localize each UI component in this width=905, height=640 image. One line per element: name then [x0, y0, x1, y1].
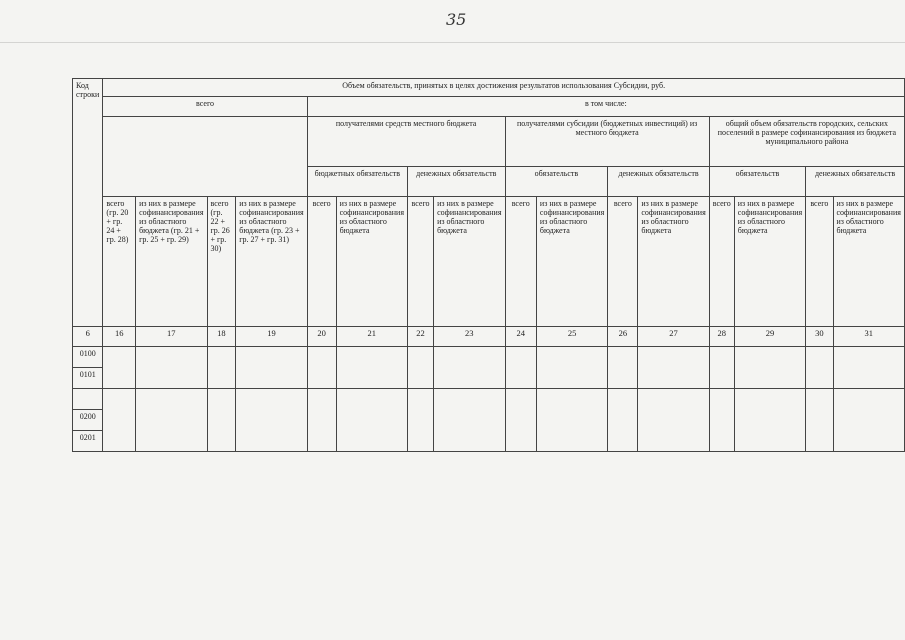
header-col-20: всего	[307, 197, 336, 327]
data-cell[interactable]	[536, 347, 607, 389]
column-number: 24	[505, 327, 536, 347]
table-row-spacer	[73, 389, 905, 410]
column-number: 20	[307, 327, 336, 347]
header-local-monetary: денежных обязательств	[408, 167, 506, 197]
data-cell[interactable]	[536, 389, 607, 452]
data-cell[interactable]	[608, 389, 638, 452]
column-number: 30	[806, 327, 833, 347]
column-number: 16	[103, 327, 136, 347]
header-col-22: всего	[408, 197, 434, 327]
column-number: 28	[709, 327, 734, 347]
header-col-26: всего	[608, 197, 638, 327]
header-group-local-budget: получателями средств местного бюджета	[307, 117, 505, 167]
obligations-table	[72, 78, 905, 452]
data-cell[interactable]	[638, 389, 709, 452]
header-main: Объем обязательств, принятых в целях достижения результатов использования Субсидии, руб.	[103, 79, 905, 97]
data-cell[interactable]	[207, 389, 236, 452]
header-col-27: из них в размере софинансирования из областного бюджета	[638, 197, 709, 327]
header-local-budget-obligations: бюджетных обязательств	[307, 167, 407, 197]
data-cell[interactable]	[709, 347, 734, 389]
data-cell[interactable]	[408, 347, 434, 389]
header-col-29: из них в размере софинансирования из областного бюджета	[734, 197, 805, 327]
header-col-28: всего	[709, 197, 734, 327]
header-col-18: всего (гр. 22 + гр. 26 + гр. 30)	[207, 197, 236, 327]
header-settlements-obligations: обязательств	[709, 167, 805, 197]
data-cell[interactable]	[103, 347, 136, 389]
column-number: 27	[638, 327, 709, 347]
column-number: 31	[833, 327, 905, 347]
header-group-subsidy: получателями субсидии (бюджетных инвестиций) из местного бюджета	[505, 117, 709, 167]
page-number: 35	[446, 10, 467, 29]
column-number: 29	[734, 327, 805, 347]
header-col-31: из них в размере софинансирования из областного бюджета	[833, 197, 905, 327]
header-total: всего	[103, 97, 307, 117]
column-number: 19	[236, 327, 307, 347]
data-cell[interactable]	[307, 389, 336, 452]
header-col-25: из них в размере софинансирования из областного бюджета	[536, 197, 607, 327]
data-cell[interactable]	[236, 389, 307, 452]
header-col-21: из них в размере софинансирования из областного бюджета	[336, 197, 407, 327]
data-cell[interactable]	[408, 389, 434, 452]
header-subsidy-monetary: денежных обязательств	[608, 167, 709, 197]
data-cell[interactable]	[833, 389, 905, 452]
column-number: 25	[536, 327, 607, 347]
column-number-row	[73, 327, 905, 347]
row-code-empty	[73, 389, 103, 410]
data-cell[interactable]	[806, 389, 833, 452]
data-cell[interactable]	[136, 347, 207, 389]
column-number: 21	[336, 327, 407, 347]
column-number: 23	[434, 327, 505, 347]
header-col-30: всего	[806, 197, 833, 327]
data-cell[interactable]	[336, 389, 407, 452]
header-including: в том числе:	[307, 97, 904, 117]
column-number: 18	[207, 327, 236, 347]
data-cell[interactable]	[734, 347, 805, 389]
data-cell[interactable]	[136, 389, 207, 452]
header-col-17: из них в размере софинансирования из областного бюджета (гр. 21 + гр. 25 + гр. 29)	[136, 197, 207, 327]
column-number: 6	[73, 327, 103, 347]
data-cell[interactable]	[336, 347, 407, 389]
data-cell[interactable]	[806, 347, 833, 389]
data-cell[interactable]	[833, 347, 905, 389]
column-number: 26	[608, 327, 638, 347]
column-number: 22	[408, 327, 434, 347]
page-divider	[0, 42, 905, 43]
data-cell[interactable]	[608, 347, 638, 389]
data-cell[interactable]	[434, 347, 505, 389]
column-number: 17	[136, 327, 207, 347]
header-settlements-monetary: денежных обязательств	[806, 167, 905, 197]
row-code: 0201	[73, 431, 103, 452]
header-col-23: из них в размере софинансирования из областного бюджета	[434, 197, 505, 327]
row-code: 0200	[73, 410, 103, 431]
data-cell[interactable]	[505, 347, 536, 389]
data-cell[interactable]	[638, 347, 709, 389]
data-cell[interactable]	[505, 389, 536, 452]
header-col-19: из них в размере софинансирования из областного бюджета (гр. 23 + гр. 27 + гр. 31)	[236, 197, 307, 327]
header-col-24: всего	[505, 197, 536, 327]
data-cell[interactable]	[207, 347, 236, 389]
header-subsidy-obligations: обязательств	[505, 167, 608, 197]
header-row-code: Код строки	[73, 79, 103, 327]
header-col-16: всего (гр. 20 + гр. 24 + гр. 28)	[103, 197, 136, 327]
row-code: 0100	[73, 347, 103, 368]
row-code: 0101	[73, 368, 103, 389]
data-cell[interactable]	[307, 347, 336, 389]
header-group-settlements: общий объем обязательств городских, сельских поселений в размере софинансирования из бюджета муниципального района	[709, 117, 904, 167]
header-total-sub	[103, 117, 307, 197]
data-cell[interactable]	[236, 347, 307, 389]
data-cell[interactable]	[734, 389, 805, 452]
data-cell[interactable]	[434, 389, 505, 452]
table-row	[73, 347, 905, 368]
data-cell[interactable]	[709, 389, 734, 452]
data-cell[interactable]	[103, 389, 136, 452]
